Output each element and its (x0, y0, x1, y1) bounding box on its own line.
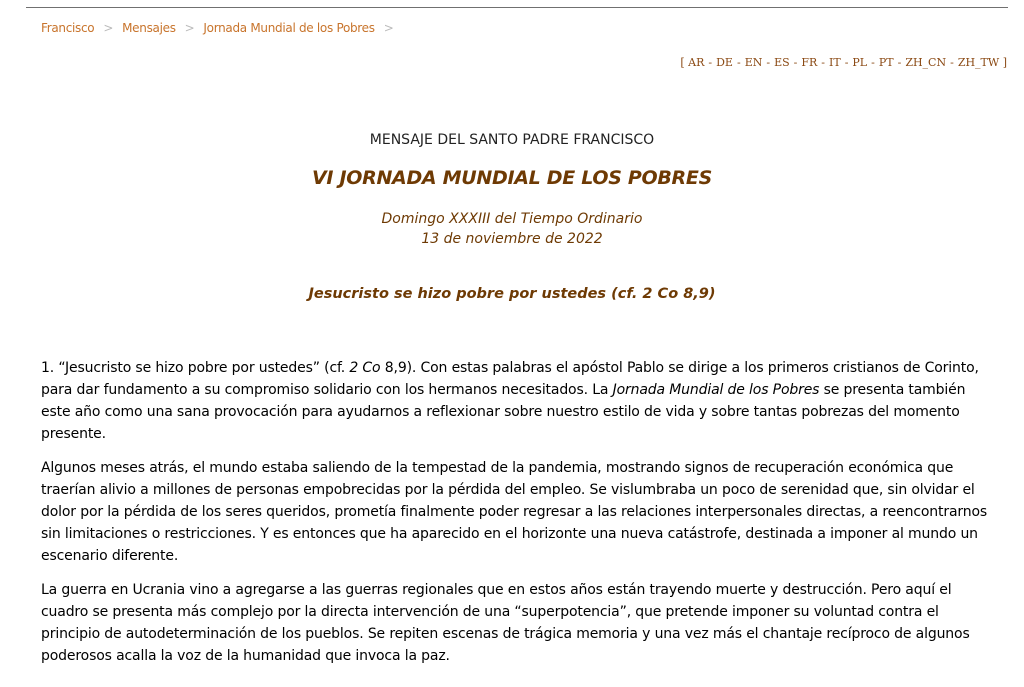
lang-zh-tw[interactable]: ZH_TW (957, 56, 1000, 69)
date-line-liturgical: Domingo XXXIII del Tiempo Ordinario (381, 211, 643, 227)
breadcrumb-separator: > (103, 21, 114, 35)
lang-en[interactable]: EN (744, 56, 763, 69)
page-title: VI JORNADA MUNDIAL DE LOS POBRES (312, 167, 712, 189)
lang-bracket-open: [ (680, 56, 685, 69)
lang-es[interactable]: ES (774, 56, 790, 69)
lang-zh-cn[interactable]: ZH_CN (905, 56, 947, 69)
paragraph-3: La guerra en Ucrania vino a agregarse a las guerras regionales que en estos años están trayendo muerte y destrucción. Pero aquí el cuadro se presenta más complejo por la directa intervención de una “superpotencia”, que pretende imponer su voluntad contra el principio de autodeterminación de los pueblos. Se repiten escenas de trágica memoria y una vez más el chantaje recíproco de algunos poderosos acalla la voz de la humanidad que invoca la paz. (41, 582, 970, 664)
lang-pl[interactable]: PL (852, 56, 868, 69)
message-body (41, 357, 991, 679)
lang-bracket-close: ] (1002, 56, 1007, 69)
date-block (0, 209, 1024, 249)
paragraph-1: 1. “Jesucristo se hizo pobre por ustedes” (cf. 2 Co 8,9). Con estas palabras el apóstol Pablo se dirige a los primeros cristianos de Corinto, para dar fundamento a su compromiso solidario con los hermanos necesitados. La Jornada Mundial de los Pobres se presenta también este año como una sana provocación para ayudarnos a reflexionar sobre nuestro estilo de vida y sobre tantas pobrezas del momento presente. (41, 360, 979, 442)
lang-it[interactable]: IT (829, 56, 841, 69)
lang-de[interactable]: DE (716, 56, 733, 69)
paragraph-2: Algunos meses atrás, el mundo estaba saliendo de la tempestad de la pandemia, mostrando signos de recuperación económica que traerían alivio a millones de personas empobrecidas por la pérdida del empleo. Se vislumbraba un poco de serenidad que, sin olvidar el dolor por la pérdida de los seres queridos, prometía finalmente poder regresar a las relaciones interpersonales directas, a reencontrarnos sin limitaciones o restricciones. Y es entonces que ha aparecido en el horizonte una nueva catástrofe, destinada a imponer al mundo un escenario diferente. (41, 460, 988, 564)
breadcrumb-francisco[interactable]: Francisco (41, 21, 95, 35)
breadcrumb-separator: > (184, 21, 195, 35)
language-selector: [ AR - DE - EN - ES - FR - IT - PL - PT - ZH_CN - ZH_TW ] (680, 56, 1007, 69)
top-divider (26, 7, 1008, 8)
lang-fr[interactable]: FR (801, 56, 818, 69)
message-heading: MENSAJE DEL SANTO PADRE FRANCISCO (369, 132, 655, 148)
breadcrumb-separator: > (383, 21, 394, 35)
event-name: Jornada Mundial de los Pobres (612, 382, 820, 398)
lang-ar[interactable]: AR (688, 56, 705, 69)
message-subtitle: Jesucristo se hizo pobre por ustedes (cf. 2 Co 8,9) (308, 286, 716, 302)
breadcrumb-jornada[interactable]: Jornada Mundial de los Pobres (203, 21, 375, 35)
date-line-calendar: 13 de noviembre de 2022 (421, 231, 603, 247)
scripture-reference: 2 Co (349, 360, 381, 376)
breadcrumb (41, 21, 402, 35)
breadcrumb-mensajes[interactable]: Mensajes (122, 21, 176, 35)
lang-pt[interactable]: PT (878, 56, 894, 69)
